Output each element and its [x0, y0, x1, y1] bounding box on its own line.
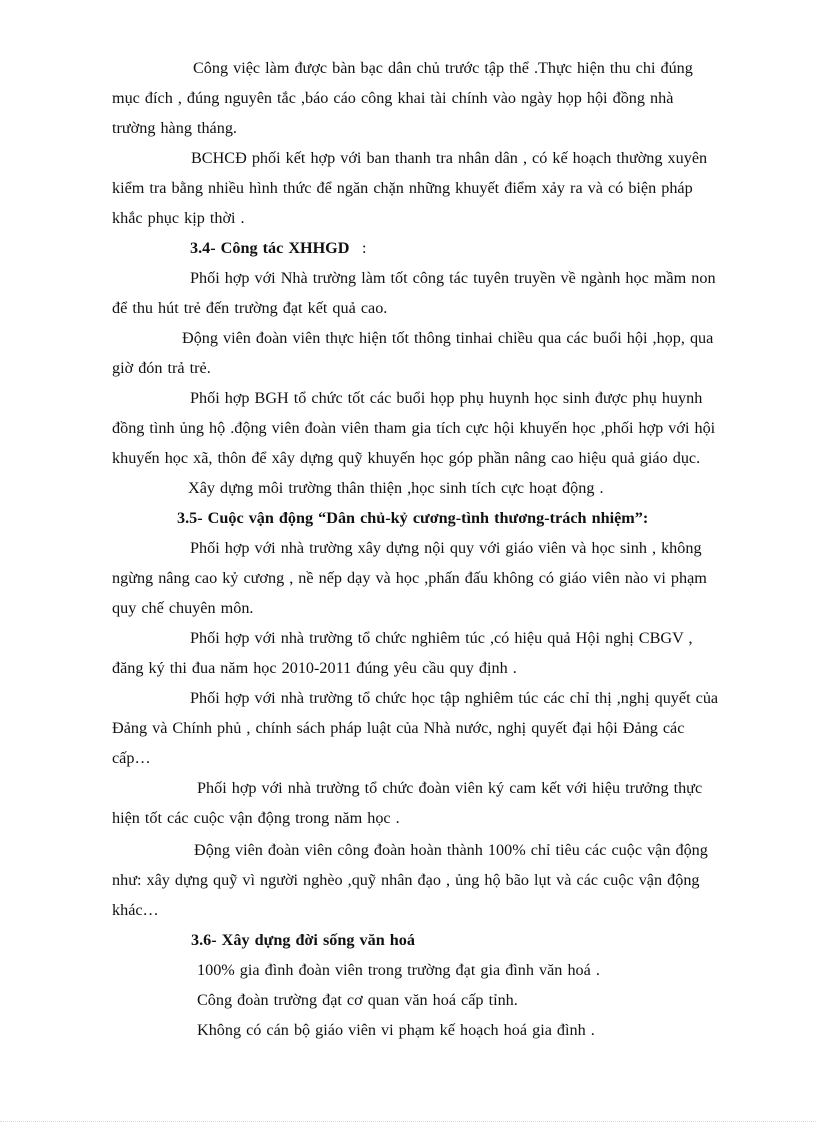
text-line: trường hàng tháng.	[112, 119, 237, 137]
text-line: Phối hợp với nhà trường tổ chức học tập nghiêm túc các chỉ thị ,nghị quyết của	[190, 689, 719, 707]
text-line: hiện tốt các cuộc vận động trong năm học .	[112, 809, 400, 827]
text-line: :	[362, 239, 367, 257]
text-line: Phối hợp BGH tổ chức tốt các buổi họp phụ huynh học sinh được phụ huynh	[190, 389, 703, 407]
text-line: Phối hợp với nhà trường tổ chức đoàn viên ký cam kết với hiệu trưởng thực	[197, 779, 703, 797]
text-line: Công việc làm được bàn bạc dân chủ trước tập thể .Thực hiện thu chi đúng	[193, 59, 693, 77]
text-line: BCHCĐ phối kết hợp với ban thanh tra nhân dân , có kế hoạch thường xuyên	[191, 149, 708, 167]
section-heading-3-6: 3.6- Xây dựng đời sống văn hoá	[191, 931, 415, 949]
text-line: cấp…	[112, 749, 151, 767]
text-line: đồng tình ủng hộ .động viên đoàn viên tham gia tích cực hội khuyến học ,phối hợp với hội	[112, 419, 716, 437]
text-line: Phối hợp với nhà trường xây dựng nội quy với giáo viên và học sinh , không	[190, 539, 702, 557]
text-line: khắc phục kịp thời .	[112, 209, 245, 227]
text-line: Xây dựng môi trường thân thiện ,học sinh tích cực hoạt động .	[188, 479, 604, 497]
text-line: giờ đón trả trẻ.	[112, 359, 211, 377]
section-heading-3-5: 3.5- Cuộc vận động “Dân chủ-kỷ cương-tình thương-trách nhiệm”:	[177, 509, 649, 527]
text-line: khuyến học xã, thôn để xây dựng quỹ khuyến học góp phần nâng cao hiệu quả giáo dục.	[112, 449, 701, 467]
text-line: ngừng nâng cao kỷ cương , nề nếp dạy và học ,phấn đấu không có giáo viên nào vi phạm	[112, 569, 707, 587]
text-line: Công đoàn trường đạt cơ quan văn hoá cấp tỉnh.	[197, 991, 518, 1009]
text-line: kiểm tra bằng nhiều hình thức để ngăn chặn những khuyết điểm xảy ra và có biện pháp	[112, 179, 693, 197]
text-line: đăng ký thi đua năm học 2010-2011 đúng yêu cầu quy định .	[112, 659, 517, 677]
page-bottom-border	[0, 1121, 816, 1122]
section-heading-3-4: 3.4- Công tác XHHGD	[190, 239, 350, 257]
text-line: quy chế chuyên môn.	[112, 599, 254, 617]
text-line: khác…	[112, 901, 159, 919]
text-line: mục đích , đúng nguyên tắc ,báo cáo công khai tài chính vào ngày họp hội đồng nhà	[112, 89, 674, 107]
text-line: Đảng và Chính phủ , chính sách pháp luật của Nhà nước, nghị quyết đại hội Đảng các	[112, 719, 685, 737]
text-line: Không có cán bộ giáo viên vi phạm kế hoạch hoá gia đình .	[197, 1021, 595, 1039]
text-line: Phối hợp với Nhà trường làm tốt công tác tuyên truyền về ngành học mầm non	[190, 269, 716, 287]
text-line: Phối hợp với nhà trường tổ chức nghiêm túc ,có hiệu quả Hội nghị CBGV ,	[190, 629, 693, 647]
text-line: để thu hút trẻ đến trường đạt kết quả cao.	[112, 299, 388, 317]
text-line: Động viên đoàn viên thực hiện tốt thông tinhai chiều qua các buổi hội ,họp, qua	[182, 329, 714, 347]
text-line: Động viên đoàn viên công đoàn hoàn thành 100% chỉ tiêu các cuộc vận động	[194, 841, 708, 859]
text-line: như: xây dựng quỹ vì người nghèo ,quỹ nhân đạo , ủng hộ bão lụt và các cuộc vận động	[112, 871, 700, 889]
text-line: 100% gia đình đoàn viên trong trường đạt gia đình văn hoá .	[197, 961, 600, 979]
